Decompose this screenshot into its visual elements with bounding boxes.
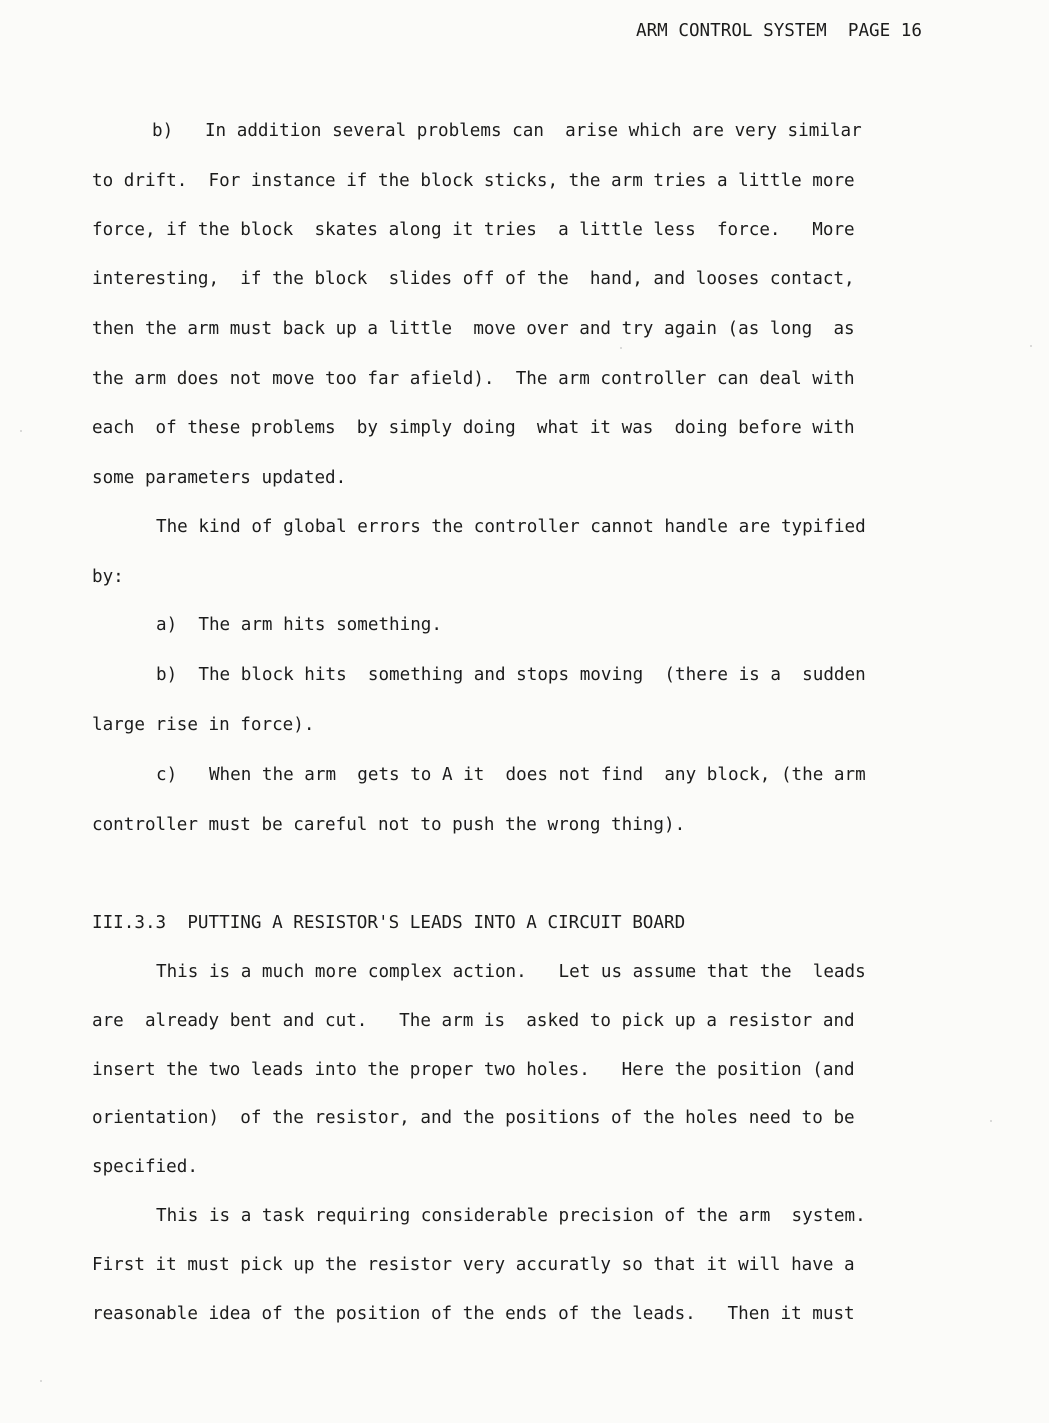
scan-speck	[40, 1380, 42, 1382]
section-heading: III.3.3 PUTTING A RESISTOR'S LEADS INTO A CIRCUIT BOARD	[92, 913, 686, 933]
scan-speck	[620, 347, 622, 349]
text-line: First it must pick up the resistor very accuratly so that it will have a	[92, 1255, 855, 1275]
text-line: by:	[92, 567, 124, 587]
text-line: each of these problems by simply doing what it was doing before with	[92, 418, 855, 438]
text-line: then the arm must back up a little move over and try again (as long as	[92, 319, 855, 339]
text-line: large rise in force).	[92, 715, 315, 735]
text-line: This is a much more complex action. Let us assume that the leads	[156, 962, 866, 982]
list-item-b: b) The block hits something and stops moving (there is a sudden	[156, 665, 866, 685]
text-line: insert the two leads into the proper two holes. Here the position (and	[92, 1060, 855, 1080]
text-line: orientation) of the resistor, and the positions of the holes need to be	[92, 1108, 855, 1128]
text-line: reasonable idea of the position of the ends of the leads. Then it must	[92, 1304, 855, 1324]
text-line: interesting, if the block slides off of the hand, and looses contact,	[92, 269, 855, 289]
text-line: force, if the block skates along it tries a little less force. More	[92, 220, 855, 240]
list-item-c: c) When the arm gets to A it does not find any block, (the arm	[156, 765, 866, 785]
scan-speck	[1030, 345, 1032, 347]
scan-speck	[20, 430, 22, 432]
text-line: the arm does not move too far afield). The arm controller can deal with	[92, 369, 855, 389]
text-line: to drift. For instance if the block sticks, the arm tries a little more	[92, 171, 855, 191]
running-head: ARM CONTROL SYSTEM PAGE 16	[636, 21, 922, 41]
list-item-a: a) The arm hits something.	[156, 615, 442, 635]
scan-speck	[990, 1120, 992, 1122]
text-line: some parameters updated.	[92, 468, 347, 488]
text-line: specified.	[92, 1157, 198, 1177]
text-line: This is a task requiring considerable precision of the arm system.	[156, 1206, 866, 1226]
text-line: are already bent and cut. The arm is asked to pick up a resistor and	[92, 1011, 855, 1031]
text-line: The kind of global errors the controller cannot handle are typified	[156, 517, 866, 537]
text-line: b) In addition several problems can arise which are very similar	[152, 121, 862, 141]
text-line: controller must be careful not to push the wrong thing).	[92, 815, 686, 835]
